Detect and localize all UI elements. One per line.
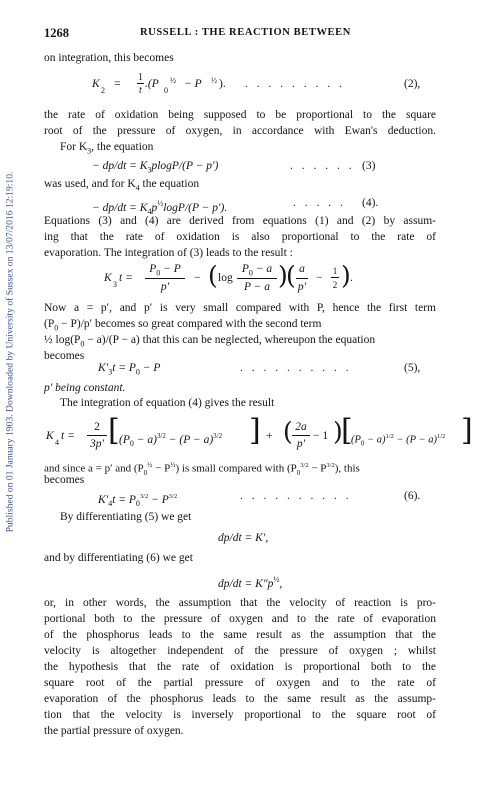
eq-term: − a) bbox=[364, 434, 386, 446]
eq-term: .(P bbox=[145, 78, 159, 90]
eq-term: − a) bbox=[133, 433, 157, 446]
text-line: Equations (3) and (4) are derived from equations (1) and (2) by assum- bbox=[44, 215, 436, 227]
eq-term: t = bbox=[119, 272, 133, 284]
eq-term: log bbox=[218, 272, 233, 284]
equation-5 bbox=[98, 362, 160, 378]
eq-numerator bbox=[236, 263, 278, 279]
eq-sign: = bbox=[114, 78, 121, 90]
eq-term: − P bbox=[148, 493, 169, 506]
eq-sign: − bbox=[316, 272, 323, 284]
leader-dots: . . . . . . bbox=[290, 160, 355, 172]
page-number: 1268 bbox=[44, 26, 69, 40]
text-line: velocity is altogether independent of the pressure of oxygen ; whilst bbox=[44, 645, 436, 657]
eq-denominator: 3p′ bbox=[89, 438, 104, 450]
eq-subscript: 2 bbox=[101, 86, 105, 95]
eq-exponent: ½ bbox=[273, 575, 280, 584]
eq-term: K′ bbox=[98, 362, 109, 374]
eq-term: plogP/(P − p′) bbox=[151, 160, 219, 172]
eq-numerator bbox=[144, 263, 186, 279]
text-line bbox=[44, 178, 199, 194]
eq-exponent: 3/2 bbox=[168, 493, 178, 500]
eq-sign: − bbox=[194, 272, 201, 284]
eq-subscript: 4 bbox=[108, 499, 113, 509]
text-span: − a)/(P − a) that this can be neglected, whereupon the equation bbox=[84, 334, 376, 346]
text-span: (P bbox=[44, 318, 55, 330]
eq-denominator: t bbox=[139, 85, 142, 96]
eq-exponent: 1/2 bbox=[385, 433, 394, 440]
text-exponent: 3/2 bbox=[300, 462, 309, 469]
leader-dots: . . . . . . . . . . bbox=[240, 490, 352, 502]
text-line: By differentiating (5) we get bbox=[60, 511, 192, 523]
eq-term bbox=[119, 430, 222, 450]
left-paren: ( bbox=[283, 417, 293, 446]
equation-7: dp/dt = K′, bbox=[218, 532, 269, 544]
text-line: tion that the velocity is inversely proportional to the square root of bbox=[44, 709, 436, 721]
eq-numerator: 1 bbox=[138, 72, 143, 83]
eq-term: (P bbox=[119, 433, 130, 446]
text-line: portional both to the pressure of oxygen and to the rate of evaporation bbox=[44, 613, 436, 625]
eq-term: dp/dt = K″p bbox=[218, 577, 274, 590]
text-line: of the phosphorus leads to the same result as the assumption that the bbox=[44, 629, 436, 641]
text-line bbox=[44, 334, 375, 350]
text-span: − P)/p′ becomes so great compared with the second term bbox=[58, 318, 322, 330]
right-paren: ) bbox=[278, 261, 288, 290]
text-line: evaporation. The integration of (3) leads to the result : bbox=[44, 247, 293, 259]
text-line: p′ being constant. bbox=[44, 382, 126, 394]
eq-term: p bbox=[151, 201, 158, 214]
eq-exponent: ½ bbox=[157, 199, 164, 208]
eq-subscript: 3 bbox=[108, 367, 113, 377]
eq-numerator: a bbox=[299, 263, 305, 275]
left-paren: ( bbox=[208, 261, 218, 290]
eq-subscript: 4 bbox=[147, 207, 152, 217]
eq-term: t = P bbox=[112, 362, 136, 374]
eq-subscript: 0 bbox=[164, 86, 168, 95]
text-span: For K bbox=[60, 141, 88, 153]
eq-term: − dp/dt = K bbox=[92, 160, 148, 172]
text-span: the equation bbox=[139, 178, 200, 190]
left-bracket: [ bbox=[108, 413, 120, 448]
text-line: and by differentiating (6) we get bbox=[44, 552, 193, 564]
text-span: ) is small compared with (P bbox=[175, 462, 297, 475]
eq-exponent: 1/2 bbox=[436, 433, 446, 440]
text-line: becomes bbox=[44, 474, 85, 486]
eq-term: ). bbox=[219, 78, 226, 90]
text-line: Now a = p′, and p′ is very small compared with P, hence the first term bbox=[44, 302, 436, 314]
watermark-text: Published on 01 January 1903. Downloaded by University of Sussex on 13/07/2016 12:19:10. bbox=[4, 171, 16, 533]
eq-term: (P bbox=[351, 434, 361, 446]
text-span: ½ bbox=[44, 334, 53, 346]
eq-numerator: 1 bbox=[332, 266, 338, 276]
text-exponent: 3/2 bbox=[326, 462, 335, 469]
text-subscript: 4 bbox=[135, 183, 140, 193]
text-subscript: 0 bbox=[296, 468, 301, 477]
equation-number: (4). bbox=[362, 197, 379, 209]
eq-sign: + bbox=[266, 430, 273, 442]
text-line: on integration, this becomes bbox=[44, 52, 174, 64]
equation-number: (3) bbox=[362, 160, 376, 172]
text-line: evaporation of the phosphorus leads to the same result as the assump- bbox=[44, 693, 436, 705]
eq-term: − P bbox=[139, 362, 161, 374]
text-line: the rate of oxidation being supposed to be proportional to the square bbox=[44, 109, 436, 121]
eq-term: , bbox=[279, 577, 283, 590]
text-line: square root of the partial pressure of oxygen and to the rate of bbox=[44, 677, 436, 689]
eq-term: K′ bbox=[98, 493, 109, 506]
eq-term: t = P bbox=[112, 493, 136, 506]
eq-term bbox=[351, 430, 445, 451]
equation-number: (6). bbox=[404, 490, 421, 502]
eq-exponent: ½ bbox=[170, 76, 176, 85]
text-span: , the equation bbox=[91, 141, 154, 153]
eq-term: − (P − a) bbox=[393, 434, 437, 446]
equation-6 bbox=[98, 490, 177, 510]
eq-subscript: 0 bbox=[360, 439, 365, 448]
download-watermark bbox=[3, 72, 17, 632]
eq-subscript: 4 bbox=[55, 438, 59, 447]
text-line: The integration of equation (4) gives the result bbox=[60, 397, 275, 409]
text-span: ), this bbox=[334, 462, 360, 475]
left-bracket: [ bbox=[341, 413, 353, 448]
right-paren: ) bbox=[333, 417, 343, 446]
eq-term: − dp/dt = K bbox=[92, 201, 148, 214]
eq-term: − 1 bbox=[313, 430, 329, 442]
text-line: root of the pressure of oxygen, in accordance with Ewan's deduction. bbox=[44, 125, 436, 137]
eq-denominator: P − a bbox=[243, 281, 271, 293]
eq-subscript: 3 bbox=[113, 280, 117, 289]
equation-number: (2), bbox=[404, 78, 421, 90]
text-line: becomes bbox=[44, 350, 85, 362]
eq-term: t = bbox=[61, 430, 75, 442]
eq-denominator: p′ bbox=[296, 438, 306, 450]
equation-3 bbox=[92, 160, 218, 176]
left-paren: ( bbox=[286, 261, 296, 290]
text-span: − P bbox=[308, 462, 327, 475]
eq-term: P bbox=[241, 263, 249, 275]
text-line bbox=[44, 318, 436, 334]
text-line bbox=[60, 141, 153, 157]
text-span: − P bbox=[152, 462, 171, 475]
right-paren: ) bbox=[341, 261, 351, 290]
eq-exponent: 3/2 bbox=[139, 493, 149, 500]
right-bracket: ] bbox=[249, 413, 261, 448]
eq-subscript: 0 bbox=[135, 367, 140, 377]
eq-term: . bbox=[350, 272, 353, 284]
eq-subscript: 3 bbox=[147, 165, 152, 175]
text-subscript: 0 bbox=[143, 468, 148, 477]
text-subscript: 0 bbox=[80, 339, 85, 349]
equation-number: (5), bbox=[404, 362, 421, 374]
text-span: was used, and for K bbox=[44, 178, 136, 190]
eq-exponent: ½ bbox=[211, 76, 217, 85]
eq-denominator: p′ bbox=[160, 281, 170, 293]
eq-symbol: K bbox=[104, 272, 112, 284]
eq-denominator: 2 bbox=[332, 280, 338, 290]
eq-exponent: 3/2 bbox=[213, 432, 223, 440]
text-subscript: 0 bbox=[54, 323, 59, 333]
running-title: RUSSELL : THE REACTION BETWEEN bbox=[140, 27, 351, 38]
text-line: or, in other words, the assumption that the velocity of reaction is pro- bbox=[44, 597, 436, 609]
leader-dots: . . . . . . . . . . bbox=[240, 362, 352, 374]
running-header bbox=[44, 26, 440, 40]
eq-symbol: K bbox=[92, 78, 100, 90]
text-span: log(P bbox=[52, 334, 81, 346]
text-line: the partial pressure of oxygen. bbox=[44, 725, 184, 737]
eq-term: logP/(P − p′). bbox=[163, 201, 228, 214]
eq-term: − P bbox=[184, 78, 202, 90]
text-exponent: ½ bbox=[147, 461, 153, 469]
right-bracket: ] bbox=[461, 413, 473, 448]
text-span: and since a = p′ and (P bbox=[44, 462, 144, 475]
eq-subscript: 0 bbox=[135, 499, 140, 509]
eq-term: − a bbox=[252, 263, 273, 275]
eq-denominator: p′ bbox=[297, 281, 307, 293]
eq-term: − P bbox=[160, 263, 181, 275]
eq-numerator: 2a bbox=[295, 421, 307, 433]
leader-dots: . . . . . bbox=[293, 197, 346, 209]
text-exponent: ½ bbox=[170, 461, 176, 469]
leader-dots: . . . . . . . . . bbox=[245, 78, 345, 90]
text-subscript: 3 bbox=[87, 146, 92, 156]
equation-8 bbox=[218, 573, 282, 591]
text-line: the hypothesis that the rate of oxidation is proportional both to the bbox=[44, 661, 436, 673]
eq-symbol: K bbox=[46, 430, 54, 442]
eq-subscript: 0 bbox=[156, 268, 161, 278]
eq-subscript: 0 bbox=[129, 439, 134, 449]
eq-exponent: 3/2 bbox=[156, 432, 166, 440]
text-line: ing that the rate of oxidation is also proportional to the rate of bbox=[44, 231, 436, 243]
eq-term: − (P − a) bbox=[165, 433, 214, 446]
eq-subscript: 0 bbox=[248, 268, 253, 278]
text-line bbox=[44, 459, 436, 480]
eq-numerator: 2 bbox=[94, 421, 100, 433]
eq-term: P bbox=[149, 263, 157, 275]
